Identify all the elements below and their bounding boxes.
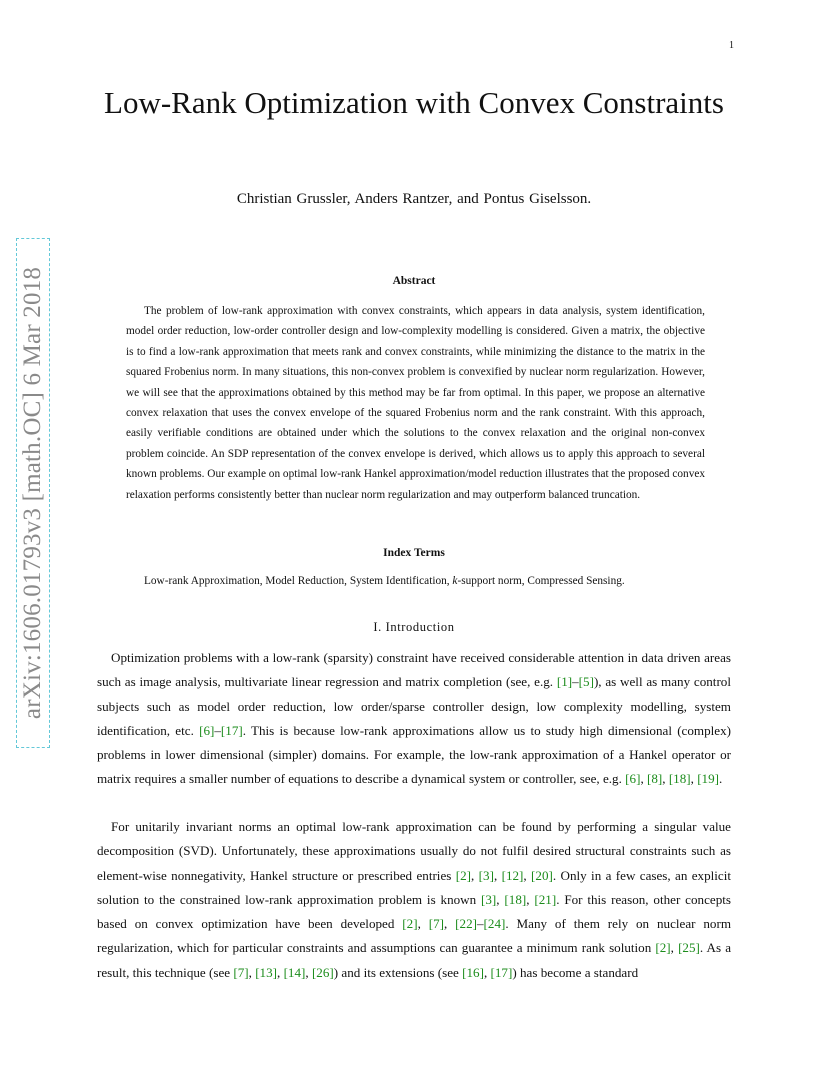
text-run: , xyxy=(248,964,256,980)
text-run: For unitarily invariant norms an optimal low-rank approximation can be found by performing a singular value decomposition (SVD). Unfortunately, these approximations usually do not fulfil desired structural constraints such as element-wise nonnegativity, Hankel structure or prescribed entries xyxy=(97,819,731,883)
text-run: , xyxy=(305,964,312,980)
citation-link[interactable]: [8] xyxy=(646,771,663,787)
text-run: , xyxy=(493,867,502,883)
text-run: – xyxy=(476,916,484,932)
citation-link[interactable]: [17] xyxy=(220,722,243,738)
citation-link[interactable]: [3] xyxy=(481,891,497,907)
intro-paragraph-2 xyxy=(97,815,731,985)
citation-link[interactable]: [5] xyxy=(578,674,594,690)
index-terms-part: -support norm, Compressed Sensing. xyxy=(457,575,625,587)
citation-link[interactable]: [25] xyxy=(678,940,700,956)
abstract-text: The problem of low-rank approximation with convex constraints, which appears in data analysis, system identification, model order reduction, low-order controller design and low-complexity modelling is considered. Given a matrix, the objective is to find a low-rank approximation that meets rank and convex constraints, while minimizing the distance to the matrix in the squared Frobenius norm. In many situations, this non-convex problem is convexified by nuclear norm regularization. However, we will see that the approximations obtained by this method may be far from optimal. In this paper, we propose an alternative convex relaxation that uses the convex envelope of the squared Frobenius norm and the rank constraint. With this approach, easily verifiable conditions are obtained under which the solutions to the convex relaxation and the original non-convex problem coincide. An SDP representation of the convex envelope is derived, which allows us to apply this approach to several known problems. Our example on optimal low-rank Hankel approximation/model reduction illustrates that the proposed convex relaxation performs consistently better than nuclear norm regularization and may outperform balanced truncation. xyxy=(126,305,705,501)
text-run: – xyxy=(214,722,221,738)
authors: Christian Grussler, Anders Rantzer, and Pontus Giselsson. xyxy=(236,191,592,207)
text-run: , xyxy=(496,891,505,907)
citation-link[interactable]: [19] xyxy=(697,771,720,787)
citation-link[interactable]: [18] xyxy=(504,891,527,907)
citation-link[interactable]: [24] xyxy=(483,916,506,932)
citation-link[interactable]: [22] xyxy=(455,916,477,932)
text-run: . For this reason, other concepts based on convex optimization have been developed xyxy=(97,891,731,932)
text-run: , xyxy=(277,964,284,980)
citation-link[interactable]: [20] xyxy=(531,867,553,883)
index-terms-k: k xyxy=(452,575,458,587)
citation-link[interactable]: [17] xyxy=(490,964,513,980)
index-terms-text xyxy=(126,575,705,587)
arxiv-id: arXiv:1606.01793v3 [math.OC] 6 Mar 2018 xyxy=(19,266,46,720)
citation-link[interactable]: [2] xyxy=(402,916,418,932)
paper-title: Low-Rank Optimization with Convex Constraints xyxy=(104,85,724,120)
citation-link[interactable]: [14] xyxy=(283,964,306,980)
text-run: ), as well as many control subjects such as model order reduction, low order/sparse controller design, low complexity modelling, system identification, etc. xyxy=(97,674,731,738)
citation-link[interactable]: [6] xyxy=(199,722,215,738)
citation-link[interactable]: [21] xyxy=(534,891,557,907)
citation-link[interactable]: [3] xyxy=(478,867,494,883)
index-terms-part: Low-rank Approximation, Model Reduction, System Identification, xyxy=(144,575,453,587)
intro-paragraph-1 xyxy=(97,646,731,792)
citation-link[interactable]: [13] xyxy=(255,964,278,980)
text-run: . Many of them rely on nuclear norm regularization, which for particular constraints and assumptions can guarantee a minimum rank solution xyxy=(97,916,732,956)
index-terms-heading: Index Terms xyxy=(383,547,445,559)
text-run: , xyxy=(690,771,698,787)
text-run: . xyxy=(719,771,723,787)
citation-link[interactable]: [7] xyxy=(428,916,444,932)
citation-link[interactable]: [26] xyxy=(311,964,334,980)
citation-link[interactable]: [6] xyxy=(625,771,641,787)
citation-link[interactable]: [16] xyxy=(462,964,484,980)
abstract-heading: Abstract xyxy=(392,275,436,287)
text-run: , xyxy=(526,891,535,907)
text-run: . As a result, this technique (see xyxy=(97,940,732,980)
text-run: , xyxy=(662,771,669,787)
text-run: . Only in a few cases, an explicit solution to the constrained low-rank approximation problem is known xyxy=(97,867,732,907)
text-run: , xyxy=(640,771,647,787)
citation-link[interactable]: [2] xyxy=(455,867,472,883)
text-run: , xyxy=(444,916,456,932)
text-run: – xyxy=(572,674,579,690)
citation-link[interactable]: [7] xyxy=(233,964,249,980)
text-run: ) has become a standard xyxy=(512,964,639,980)
citation-link[interactable]: [1] xyxy=(556,674,573,690)
text-run: , xyxy=(523,867,532,883)
text-run: , xyxy=(417,916,429,932)
text-run: . This is because low-rank approximations allow us to study high dimensional (complex) problems in lower dimensional (simpler) domains. For example, the low-rank approximation of a Hankel operator or matrix requires a smaller number of equations to describe a dynamical system or controller, see, e.g. xyxy=(97,722,732,787)
arxiv-stamp xyxy=(16,238,50,748)
text-run: , xyxy=(670,940,679,956)
section-heading-introduction: I. Introduction xyxy=(373,620,455,634)
text-run: , xyxy=(471,867,479,883)
text-run: , xyxy=(483,964,491,980)
citation-link[interactable]: [18] xyxy=(668,771,691,787)
text-run: Optimization problems with a low-rank (sparsity) constraint have received considerable attention in data driven areas such as image analysis, multivariate linear regression and matrix completion (see, e.g. xyxy=(97,650,731,690)
citation-link[interactable]: [12] xyxy=(501,867,524,883)
page-number: 1 xyxy=(729,40,734,51)
citation-link[interactable]: [2] xyxy=(655,940,671,956)
text-run: ) and its extensions (see xyxy=(333,964,463,980)
